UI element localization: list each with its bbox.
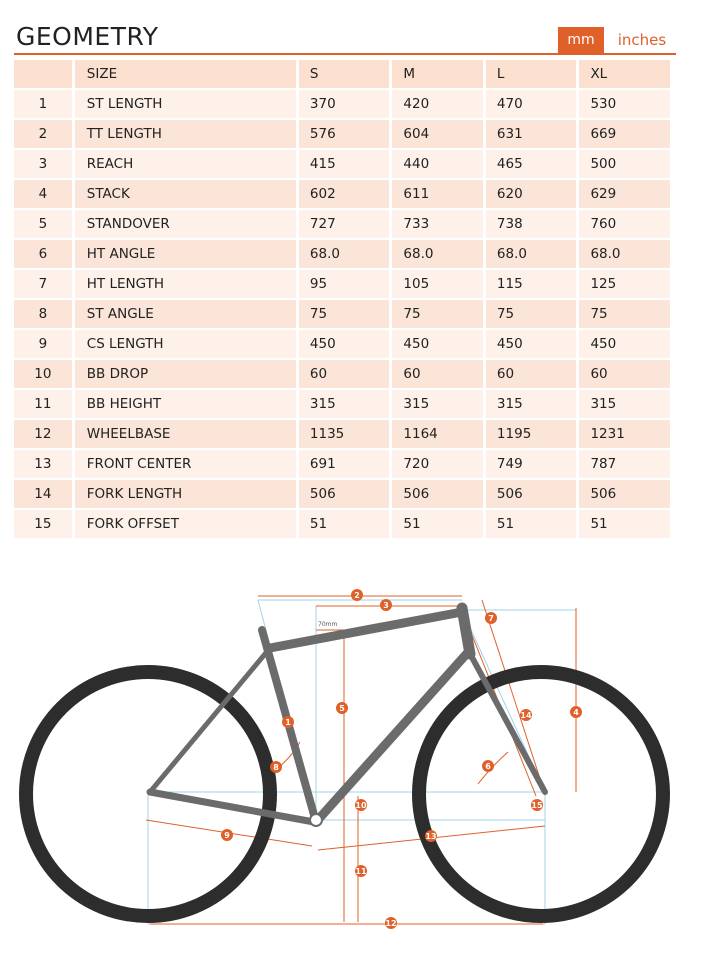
value-l: 115 <box>486 270 577 298</box>
row-label: FORK LENGTH <box>75 480 296 508</box>
row-label: REACH <box>75 150 296 178</box>
marker-10 <box>355 799 367 811</box>
value-l: 75 <box>486 300 577 328</box>
marker-12 <box>385 917 397 929</box>
table-row <box>14 90 670 118</box>
value-l: 1195 <box>486 420 577 448</box>
value-xl: 530 <box>579 90 670 118</box>
value-xl: 75 <box>579 300 670 328</box>
value-xl: 787 <box>579 450 670 478</box>
table-row <box>14 180 670 208</box>
value-xl: 1231 <box>579 420 670 448</box>
value-xl: 60 <box>579 360 670 388</box>
marker-label: 7 <box>488 614 494 623</box>
row-index: 5 <box>14 210 72 238</box>
marker-14 <box>520 709 532 721</box>
marker-1 <box>282 716 294 728</box>
marker-7 <box>485 612 497 624</box>
marker-label: 4 <box>573 708 579 717</box>
row-index: 7 <box>14 270 72 298</box>
value-l: 738 <box>486 210 577 238</box>
table-row <box>14 480 670 508</box>
value-l: 51 <box>486 510 577 538</box>
row-label: ST ANGLE <box>75 300 296 328</box>
marker-label: 9 <box>224 831 230 840</box>
value-l: 506 <box>486 480 577 508</box>
value-l: 620 <box>486 180 577 208</box>
marker-13 <box>425 830 437 842</box>
row-label: BB HEIGHT <box>75 390 296 418</box>
value-l: 465 <box>486 150 577 178</box>
row-index: 11 <box>14 390 72 418</box>
row-label: HT LENGTH <box>75 270 296 298</box>
table-row <box>14 210 670 238</box>
value-xl: 629 <box>579 180 670 208</box>
value-s: 602 <box>299 180 390 208</box>
value-m: 733 <box>392 210 483 238</box>
marker-label: 1 <box>285 718 291 727</box>
marker-label: 13 <box>425 832 437 841</box>
value-s: 75 <box>299 300 390 328</box>
marker-2 <box>351 589 363 601</box>
marker-label: 8 <box>273 763 279 772</box>
geometry-header <box>14 20 676 56</box>
row-index: 12 <box>14 420 72 448</box>
geometry-table <box>11 58 673 540</box>
value-m: 1164 <box>392 420 483 448</box>
table-row <box>14 450 670 478</box>
value-xl: 500 <box>579 150 670 178</box>
table-row <box>14 510 670 538</box>
row-index: 8 <box>14 300 72 328</box>
value-xl: 125 <box>579 270 670 298</box>
marker-4 <box>570 706 582 718</box>
value-l: 315 <box>486 390 577 418</box>
row-index: 4 <box>14 180 72 208</box>
table-row <box>14 330 670 358</box>
row-index: 2 <box>14 120 72 148</box>
bike-geometry-diagram <box>0 570 702 969</box>
value-s: 576 <box>299 120 390 148</box>
header-cell-l: L <box>486 60 577 88</box>
marker-label: 6 <box>485 762 491 771</box>
value-l: 68.0 <box>486 240 577 268</box>
marker-label: 5 <box>339 704 345 713</box>
bike-frame <box>150 608 545 826</box>
table-row <box>14 120 670 148</box>
table-row <box>14 240 670 268</box>
row-label: FORK OFFSET <box>75 510 296 538</box>
value-s: 315 <box>299 390 390 418</box>
value-m: 604 <box>392 120 483 148</box>
value-m: 420 <box>392 90 483 118</box>
page-title: GEOMETRY <box>16 22 159 51</box>
header-cell-xl: XL <box>579 60 670 88</box>
value-s: 370 <box>299 90 390 118</box>
row-index: 13 <box>14 450 72 478</box>
value-l: 450 <box>486 330 577 358</box>
marker-label: 15 <box>531 801 543 810</box>
row-index: 1 <box>14 90 72 118</box>
offset-note: 70mm <box>318 621 338 628</box>
marker-6 <box>482 760 494 772</box>
value-m: 440 <box>392 150 483 178</box>
table-row <box>14 360 670 388</box>
marker-label: 11 <box>355 867 367 876</box>
value-l: 631 <box>486 120 577 148</box>
value-s: 450 <box>299 330 390 358</box>
header-cell-s: S <box>299 60 390 88</box>
marker-3 <box>380 599 392 611</box>
marker-label: 14 <box>520 711 532 720</box>
value-l: 470 <box>486 90 577 118</box>
marker-label: 10 <box>355 801 367 810</box>
value-xl: 450 <box>579 330 670 358</box>
row-index: 6 <box>14 240 72 268</box>
unit-mm-toggle[interactable]: mm <box>558 27 604 53</box>
title-underline <box>14 53 676 55</box>
header-cell-m: M <box>392 60 483 88</box>
value-s: 727 <box>299 210 390 238</box>
value-xl: 51 <box>579 510 670 538</box>
row-index: 14 <box>14 480 72 508</box>
row-index: 3 <box>14 150 72 178</box>
value-s: 415 <box>299 150 390 178</box>
row-index: 10 <box>14 360 72 388</box>
value-l: 60 <box>486 360 577 388</box>
value-m: 315 <box>392 390 483 418</box>
value-m: 450 <box>392 330 483 358</box>
header-cell-size: SIZE <box>75 60 296 88</box>
value-m: 60 <box>392 360 483 388</box>
row-label: HT ANGLE <box>75 240 296 268</box>
front-wheel <box>419 672 663 916</box>
value-m: 720 <box>392 450 483 478</box>
value-m: 75 <box>392 300 483 328</box>
row-label: WHEELBASE <box>75 420 296 448</box>
table-row <box>14 270 670 298</box>
value-s: 51 <box>299 510 390 538</box>
value-s: 1135 <box>299 420 390 448</box>
marker-15 <box>531 799 543 811</box>
header-cell-index <box>14 60 72 88</box>
value-s: 506 <box>299 480 390 508</box>
value-s: 691 <box>299 450 390 478</box>
row-label: TT LENGTH <box>75 120 296 148</box>
table-row <box>14 150 670 178</box>
row-index: 15 <box>14 510 72 538</box>
unit-inches-toggle[interactable]: inches <box>617 31 667 49</box>
value-xl: 760 <box>579 210 670 238</box>
value-m: 51 <box>392 510 483 538</box>
marker-label: 12 <box>385 919 397 928</box>
value-s: 95 <box>299 270 390 298</box>
table-row <box>14 390 670 418</box>
value-s: 60 <box>299 360 390 388</box>
table-row <box>14 420 670 448</box>
marker-5 <box>336 702 348 714</box>
value-m: 506 <box>392 480 483 508</box>
row-label: ST LENGTH <box>75 90 296 118</box>
value-xl: 506 <box>579 480 670 508</box>
marker-label: 3 <box>383 601 389 610</box>
value-m: 68.0 <box>392 240 483 268</box>
value-xl: 669 <box>579 120 670 148</box>
value-l: 749 <box>486 450 577 478</box>
value-xl: 315 <box>579 390 670 418</box>
table-header-row <box>14 60 670 88</box>
row-label: CS LENGTH <box>75 330 296 358</box>
row-index: 9 <box>14 330 72 358</box>
marker-9 <box>221 829 233 841</box>
value-xl: 68.0 <box>579 240 670 268</box>
marker-11 <box>355 865 367 877</box>
value-m: 105 <box>392 270 483 298</box>
value-s: 68.0 <box>299 240 390 268</box>
marker-label: 2 <box>354 591 360 600</box>
row-label: STACK <box>75 180 296 208</box>
row-label: BB DROP <box>75 360 296 388</box>
marker-8 <box>270 761 282 773</box>
row-label: FRONT CENTER <box>75 450 296 478</box>
row-label: STANDOVER <box>75 210 296 238</box>
value-m: 611 <box>392 180 483 208</box>
table-row <box>14 300 670 328</box>
